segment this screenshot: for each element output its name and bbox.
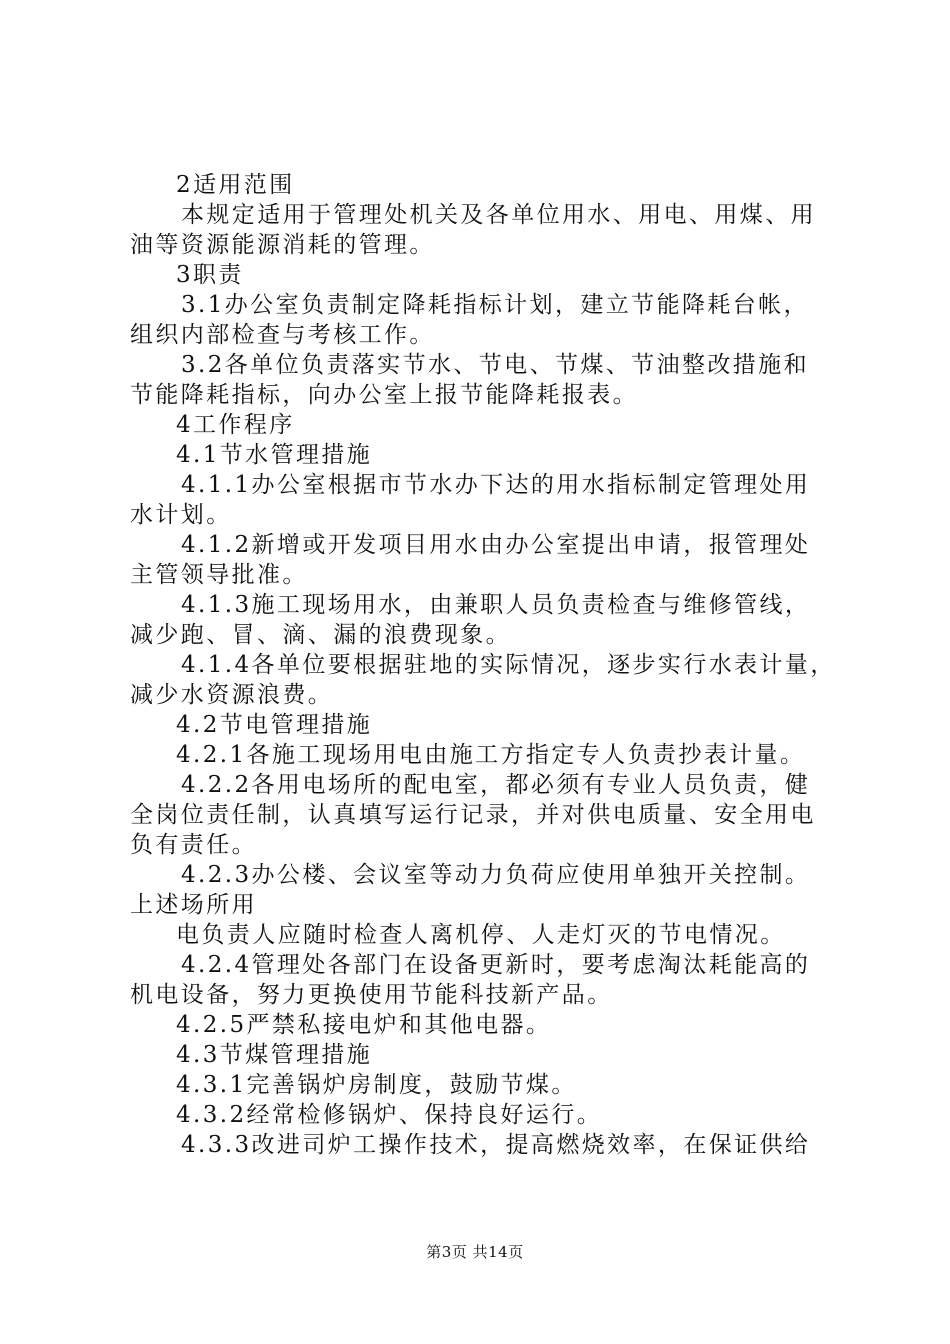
subsection-heading: 4.2节电管理措施 (176, 712, 373, 738)
paragraph-line: 上述场所用 (130, 892, 257, 918)
paragraph-line: 水计划。 (130, 502, 232, 528)
paragraph-line: 4.2.5严禁私接电炉和其他电器。 (176, 1012, 552, 1038)
paragraph-line: 4.3.3改进司炉工操作技术，提高燃烧效率，在保证供给 (181, 1132, 811, 1158)
paragraph-line: 4.2.3办公楼、会议室等动力负荷应使用单独开关控制。 (181, 862, 811, 888)
paragraph-line: 本规定适用于管理处机关及各单位用水、用电、用煤、用 (181, 202, 816, 228)
subsection-heading: 4.3节煤管理措施 (176, 1042, 373, 1068)
paragraph-line: 3.1办公室负责制定降耗指标计划，建立节能降耗台帐， (181, 292, 809, 318)
paragraph-line: 4.1.1办公室根据市节水办下达的用水指标制定管理处用 (181, 472, 811, 498)
subsection-heading: 4.1节水管理措施 (176, 442, 373, 468)
document-body (120, 170, 840, 1160)
paragraph-line: 油等资源能源消耗的管理。 (130, 232, 435, 258)
section-heading: 3职责 (176, 262, 244, 288)
section-heading: 4工作程序 (176, 412, 295, 438)
paragraph-line: 减少跑、冒、滴、漏的浪费现象。 (130, 622, 511, 648)
paragraph-line: 主管领导批准。 (130, 562, 308, 588)
paragraph-line: 电负责人应随时检查人离机停、人走灯灭的节电情况。 (176, 922, 786, 948)
paragraph-line: 负有责任。 (130, 832, 257, 858)
paragraph-line: 4.2.1各施工现场用电由施工方指定专人负责抄表计量。 (176, 742, 806, 768)
paragraph-line: 4.2.4管理处各部门在设备更新时，要考虑淘汰耗能高的 (181, 952, 811, 978)
paragraph-line: 4.1.3施工现场用水，由兼职人员负责检查与维修管线， (181, 592, 811, 618)
paragraph-line: 减少水资源浪费。 (130, 682, 334, 708)
section-heading: 2适用范围 (176, 172, 295, 198)
paragraph-line: 4.2.2各用电场所的配电室，都必须有专业人员负责，健 (181, 772, 811, 798)
paragraph-line: 节能降耗指标，向办公室上报节能降耗报表。 (130, 382, 638, 408)
paragraph-line: 全岗位责任制，认真填写运行记录，并对供电质量、安全用电 (130, 802, 816, 828)
paragraph-line: 4.3.2经常检修锅炉、保持良好运行。 (176, 1102, 603, 1128)
page-number-footer: 第3页 共14页 (426, 1243, 524, 1261)
paragraph-line: 机电设备，努力更换使用节能科技新产品。 (130, 982, 613, 1008)
paragraph-line: 4.1.2新增或开发项目用水由办公室提出申请，报管理处 (181, 532, 811, 558)
paragraph-line: 3.2各单位负责落实节水、节电、节煤、节油整改措施和 (181, 352, 809, 378)
paragraph-line: 组织内部检查与考核工作。 (130, 322, 435, 348)
paragraph-line: 4.3.1完善锅炉房制度，鼓励节煤。 (176, 1072, 577, 1098)
paragraph-line: 4.1.4各单位要根据驻地的实际情况，逐步实行水表计量， (181, 652, 836, 678)
